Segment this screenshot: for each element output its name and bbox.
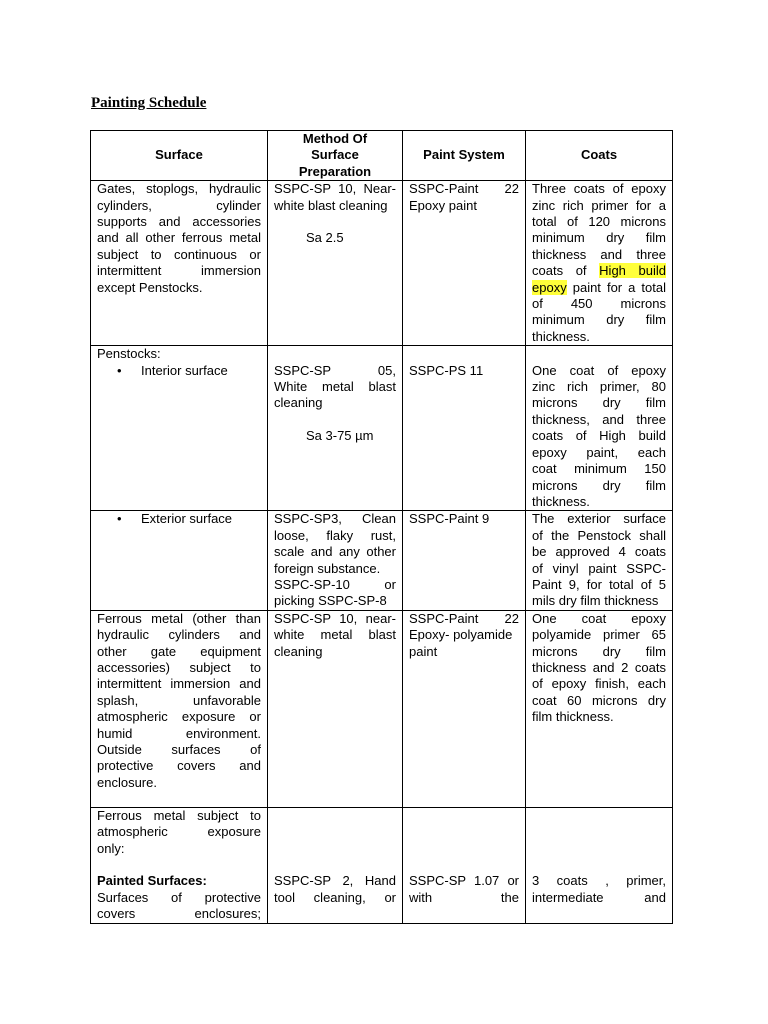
method-cell: SSPC-SP 05, White metal blast cleaning Sa 3-75 µm (268, 346, 403, 511)
method-cell: SSPC-SP 10, near- white metal blast cleaning (268, 610, 403, 807)
bullet-icon: • (117, 511, 122, 527)
coats-cell: Three coats of epoxy zinc rich primer for a total of 120 microns minimum dry film thickness and three coats of High build epoxy paint for a total of 450 microns minimum dry film thickness. (526, 181, 673, 346)
surface-cell: Ferrous metal (other than hydraulic cylinders and other gate equipment accessories) subject to intermittent immersion and splash, unfavorable atmospheric exposure or humid environment. Outside surfaces of protective covers and enclosure. (91, 610, 268, 807)
coats-cell: The exterior surface of the Penstock shall be approved 4 coats of vinyl paint SSPC- Paint 9, for total of 5 mils dry film thickness (526, 511, 673, 610)
header-method-line2: Surface (311, 147, 359, 163)
sa-grade: Sa 2.5 (306, 230, 344, 246)
header-paint-system: Paint System (403, 131, 526, 181)
table-row (91, 807, 673, 923)
method-cell: SSPC-SP3, Clean loose, flaky rust, scale and any other foreign substance. SSPC-SP-10 or picking SSPC-SP-8 (268, 511, 403, 610)
table-row (91, 511, 673, 610)
table-header-row (91, 131, 673, 181)
table-row (91, 610, 673, 807)
highlighted-text: High build (599, 263, 666, 279)
paint-system-cell: SSPC-Paint 22 Epoxy- polyamide paint (403, 610, 526, 807)
bullet-item: • Exterior surface (117, 511, 233, 527)
paint-system-cell: SSPC-Paint 22 Epoxy paint (403, 181, 526, 346)
method-cell: SSPC-SP 10, Near- white blast cleaning Sa 2.5 (268, 181, 403, 346)
header-coats: Coats (526, 131, 673, 181)
document-title: Painting Schedule (91, 95, 207, 111)
coats-cell: One coat epoxy polyamide primer 65 microns dry film thickness and 2 coats of epoxy finish, each coat 60 microns dry film thickness. (526, 610, 673, 807)
paint-system-cell: SSPC-PS 11 (403, 346, 526, 511)
table-row (91, 346, 673, 511)
surface-cell: Penstocks: • Interior surface (91, 346, 268, 511)
highlighted-text: epoxy (532, 279, 567, 295)
surface-cell: Ferrous metal subject to atmospheric exposure only: Painted Surfaces: Surfaces of protective covers enclosures; (91, 807, 268, 923)
surface-cell (91, 511, 268, 610)
table-row (91, 181, 673, 346)
coats-cell: 3 coats , primer, intermediate and (526, 807, 673, 923)
header-method-line1: Method Of (302, 131, 368, 146)
header-method-line3: Preparation (298, 163, 372, 179)
paint-system-cell: SSPC-Paint 9 (403, 511, 526, 610)
surface-cell: Gates, stoplogs, hydraulic cylinders, cylinder supports and accessories and all other ferrous metal subject to continuous or intermittent immersion except Penstocks. (91, 181, 268, 346)
bullet-icon: • (117, 362, 122, 378)
paint-system-cell: SSPC-SP 1.07 or with the (403, 807, 526, 923)
header-method (268, 131, 403, 181)
painting-schedule-table (90, 130, 673, 924)
painted-surfaces-heading: Painted Surfaces: (97, 873, 207, 889)
sa-grade: Sa 3-75 µm (306, 428, 374, 444)
coats-cell: One coat of epoxy zinc rich primer, 80 microns dry film thickness, and three coats of High build epoxy paint, each coat minimum 150 microns dry film thickness. (526, 346, 673, 511)
method-cell: SSPC-SP 2, Hand tool cleaning, or (268, 807, 403, 923)
header-surface: Surface (91, 131, 268, 181)
bullet-item: • Interior surface (117, 362, 228, 378)
